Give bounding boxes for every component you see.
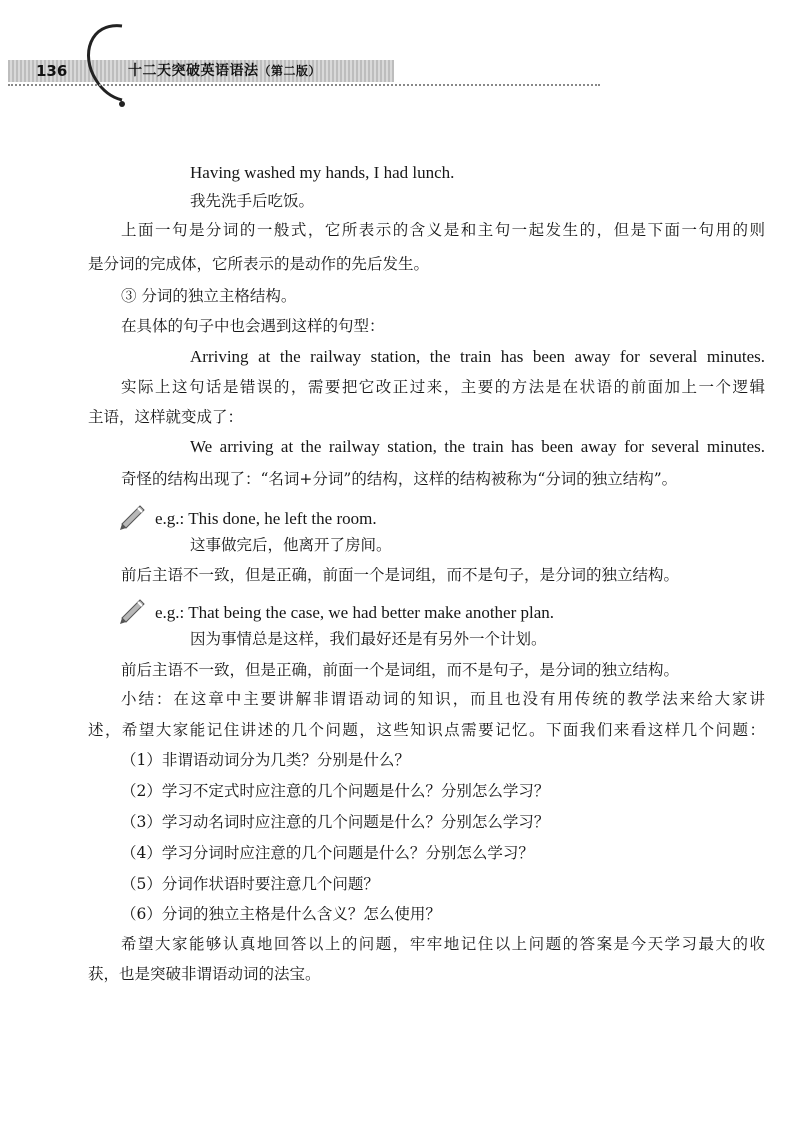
question-item: （5）分词作状语时要注意几个问题？ [121, 875, 379, 893]
fixed-example-english: We arriving at the railway station, the train has been away for several minutes. [190, 437, 765, 456]
edition-note: （第二版） [258, 64, 322, 78]
summary-line1: 小结：在这章中主要讲解非谓语动词的知识，而且也没有用传统的教学法来给大家讲 [121, 690, 765, 708]
book-title-text: 十二天突破英语语法 [128, 63, 259, 79]
pen-icon [118, 594, 150, 626]
example1-chinese: 我先洗手后吃饭。 [190, 192, 315, 210]
question-item: （3）学习动名词时应注意的几个问题是什么？分别怎么学习？ [121, 813, 550, 831]
header-arc-ornament [0, 0, 140, 120]
note2: 前后主语不一致，但是正确，前面一个是词组，而不是句子，是分词的独立结构。 [121, 661, 680, 679]
wrong-example-english: Arriving at the railway station, the train has been away for several minutes. [190, 347, 765, 366]
page-number: 136 [36, 62, 68, 80]
pen-icon [118, 500, 150, 532]
question-item: （2）学习不定式时应注意的几个问题是什么？分别怎么学习？ [121, 782, 550, 800]
note1: 前后主语不一致，但是正确，前面一个是词组，而不是句子，是分词的独立结构。 [121, 566, 680, 584]
closing-line1: 希望大家能够认真地回答以上的问题，牢牢地记住以上问题的答案是今天学习最大的收 [121, 935, 765, 953]
para2-line2: 主语，这样就变成了： [88, 408, 244, 426]
eg2-english: e.g.: That being the case, we had better make another plan. [155, 603, 555, 622]
section3-heading: ③ 分词的独立主格结构。 [121, 287, 297, 305]
question-item: （6）分词的独立主格是什么含义？怎么使用？ [121, 905, 441, 923]
summary-line2: 述，希望大家能记住讲述的几个问题，这些知识点需要记忆。下面我们来看这样几个问题： [88, 721, 765, 739]
closing-line2: 获，也是突破非谓语动词的法宝。 [88, 965, 321, 983]
eg1-chinese: 这事做完后，他离开了房间。 [190, 536, 392, 554]
eg1-english: e.g.: This done, he left the room. [155, 509, 377, 528]
para3-line: 奇怪的结构出现了：“名词+分词”的结构，这样的结构被称为“分词的独立结构”。 [121, 470, 678, 488]
question-item: （4）学习分词时应注意的几个问题是什么？分别怎么学习？ [121, 844, 534, 862]
header-rule [8, 84, 600, 86]
intro-line: 在具体的句子中也会遇到这样的句型： [121, 317, 385, 335]
eg2-chinese: 因为事情总是这样，我们最好还是有另外一个计划。 [190, 630, 547, 648]
para2-line1: 实际上这句话是错误的，需要把它改正过来，主要的方法是在状语的前面加上一个逻辑 [121, 378, 765, 396]
book-title [128, 60, 321, 82]
para1-line1: 上面一句是分词的一般式，它所表示的含义是和主句一起发生的，但是下面一句用的则 [121, 221, 765, 239]
example1-english: Having washed my hands, I had lunch. [190, 163, 455, 182]
para1-line2: 是分词的完成体，它所表示的是动作的先后发生。 [88, 255, 430, 273]
question-item: （1）非谓语动词分为几类？分别是什么？ [121, 751, 410, 769]
